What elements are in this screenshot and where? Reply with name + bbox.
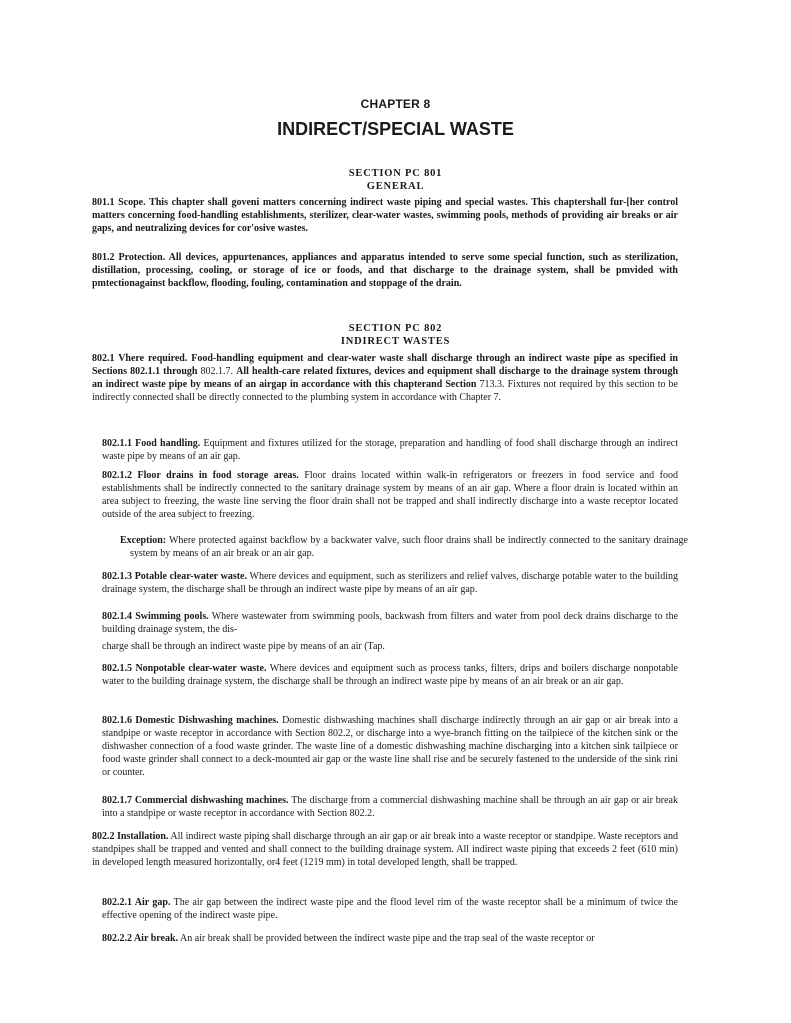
section-801-heading: SECTION PC 801 [348, 168, 443, 179]
paragraph-802-2-1 [102, 896, 678, 922]
exception-paragraph [120, 534, 688, 560]
paragraph-802-1-bold-b: All health-care related fixtures, devices and equipment shall discharge to the drainage system through an indirect waste pipe by means of an airgap in accordance with this chapterand Section [92, 366, 679, 390]
paragraph-802-2-lead: 802.2 Installation. [92, 831, 169, 842]
paragraph-802-1-1 [102, 437, 678, 463]
paragraph-802-1-1-text: Equipment and fixtures utilized for the storage, preparation and handling of food shall discharge through an indirect waste pipe by means of an air gap. [102, 438, 678, 462]
chapter-label: CHAPTER 8 [360, 97, 431, 111]
paragraph-802-1-1-lead: 802.1.1 Food handling. [102, 438, 201, 449]
paragraph-802-1-rest: 713.3. Fixtures not required by this section to be indirectly connected shall be directly connected to the plumbing system in accordance with Chapter 7. [92, 379, 678, 403]
paragraph-802-1-7-text: The discharge from a commercial dishwashing machine shall be through an air gap or air break into a standpipe or waste receptor in accordance with Section 802.2. [102, 795, 678, 819]
paragraph-802-2-1-text: The air gap between the indirect waste pipe and the flood level rim of the waste receptor shall be a minimum of twice the effective opening of the indirect waste pipe. [102, 897, 678, 921]
paragraph-802-1-4-lead: 802.1.4 Swimming pools. [102, 611, 209, 622]
paragraph-802-1-7 [102, 794, 678, 820]
paragraph-802-1-5 [102, 662, 678, 688]
paragraph-802-2-2-lead: 802.2.2 Air break. [102, 933, 179, 944]
paragraph-802-2-2 [102, 932, 678, 945]
paragraph-802-1-5-text: Where devices and equipment such as process tanks, filters, drips and boilers discharge nonpotable water to the building drainage system, the discharge shall be through an indirect waste pipe by means of an air break or an air gap. [102, 663, 678, 687]
paragraph-802-2-1-lead: 802.2.1 Air gap. [102, 897, 171, 908]
paragraph-802-1-6-lead: 802.1.6 Domestic Dishwashing machines. [102, 715, 279, 726]
paragraph-802-1-7-lead: 802.1.7 Commercial dishwashing machines. [102, 795, 289, 806]
paragraph-801-2: 801.2 Protection. All devices, appurtenances, appliances and apparatus intended to serve some special function, such as sterilization, distillation, processing, cooling, or storage of ice or foods, and that discharge to the drainage system, shall be pmvided with pmtectionagainst backflow, flooding, fouling, contamination and stoppage of the drain. [92, 252, 678, 289]
chapter-title: INDIRECT/SPECIAL WASTE [277, 119, 514, 139]
paragraph-802-1-3-text: Where devices and equipment, such as sterilizers and relief valves, discharge potable water to the building drainage system, the discharge shall be through an indirect waste pipe by means of an air gap. [102, 571, 678, 595]
paragraph-802-1 [92, 352, 678, 404]
exception-lead: Exception: [120, 535, 167, 546]
paragraph-802-2 [92, 830, 678, 869]
section-802-heading: SECTION PC 802 [348, 323, 443, 334]
paragraph-802-1-2-lead: 802.1.2 Floor drains in food storage areas. [102, 470, 299, 481]
paragraph-802-1-2 [102, 469, 678, 521]
exception-text: Where protected against backflow by a backwater valve, such floor drains shall be indirectly connected to the sanitary drainage system by means of an air break or an air gap. [130, 535, 688, 559]
paragraph-802-1-bold-a: 802.1 Vhere required. Food-handling equipment and clear-water waste shall discharge through an indirect waste pipe as specified in Sections 802.1.1 through [92, 353, 678, 377]
paragraph-802-2-text: All indirect waste piping shall discharge through an air gap or air break into a waste receptor or standpipe. Waste receptors and standpipes shall be trapped and vented and shall connect to the building drainage system. All indirect waste piping that exceeds 2 feet (610 min) in developed length measured horizontally, or4 feet (1219 mm) in total developed length, shall be trapped. [92, 831, 678, 868]
paragraph-802-2-2-text: An air break shall be provided between the indirect waste pipe and the trap seal of the waste receptor or [178, 933, 595, 944]
paragraph-802-1-4-continued: charge shall be through an indirect waste pipe by means of an air (Tap. [102, 641, 385, 652]
paragraph-801-1: 801.1 Scope. This chapter shall goveni matters concerning indirect waste piping and special wastes. This chaptershall fur-[her control matters concerning food-handling establishments, sterilizer, clear-water wastes, swimming pools, methods of providing air breaks or air gaps, and neutralizing devices for cor'osive wastes. [92, 197, 678, 234]
paragraph-802-1-2-text: Floor drains located within walk-in refrigerators or freezers in food service and food establishments shall be indirectly connected to the sanitary drainage system by means of an air gap. Where a floor drain is located within an area subject to freezing, the waste line serving the floor drain shall not be trapped and shall indirectly discharge into a waste receptor located outside of the area subject to freezing. [102, 470, 679, 520]
paragraph-802-1-6-text: Domestic dishwashing machines shall discharge indirectly through an air gap or air break into a standpipe or waste receptor in accordance with Section 802.2, or discharge into a wye-branch fitting on the tailpiece of the kitchen sink or the dishwasher connection of a food waste grinder. The waste line of a domestic dishwashing machine discharging into a kitchen sink tailpiece or food waste grinder shall connect to a deck-mounted air gap or the waste line shall rise and be securely fastened to the underside of the sink rini or counter. [102, 715, 678, 778]
paragraph-802-1-ref: 802.1.7. [197, 366, 237, 377]
paragraph-802-1-3-lead: 802.1.3 Potable clear-water waste. [102, 571, 247, 582]
paragraph-802-1-3 [102, 570, 678, 596]
paragraph-802-1-5-lead: 802.1.5 Nonpotable clear-water waste. [102, 663, 267, 674]
paragraph-802-1-4 [102, 610, 678, 636]
section-801-subheading: GENERAL [366, 181, 425, 192]
section-802-subheading: INDIRECT WASTES [340, 336, 451, 347]
paragraph-802-1-6 [102, 714, 678, 779]
paragraph-802-1-4-text: Where wastewater from swimming pools, backwash from filters and water from pool deck drains discharge to the building drainage system, the dis- [102, 611, 679, 635]
